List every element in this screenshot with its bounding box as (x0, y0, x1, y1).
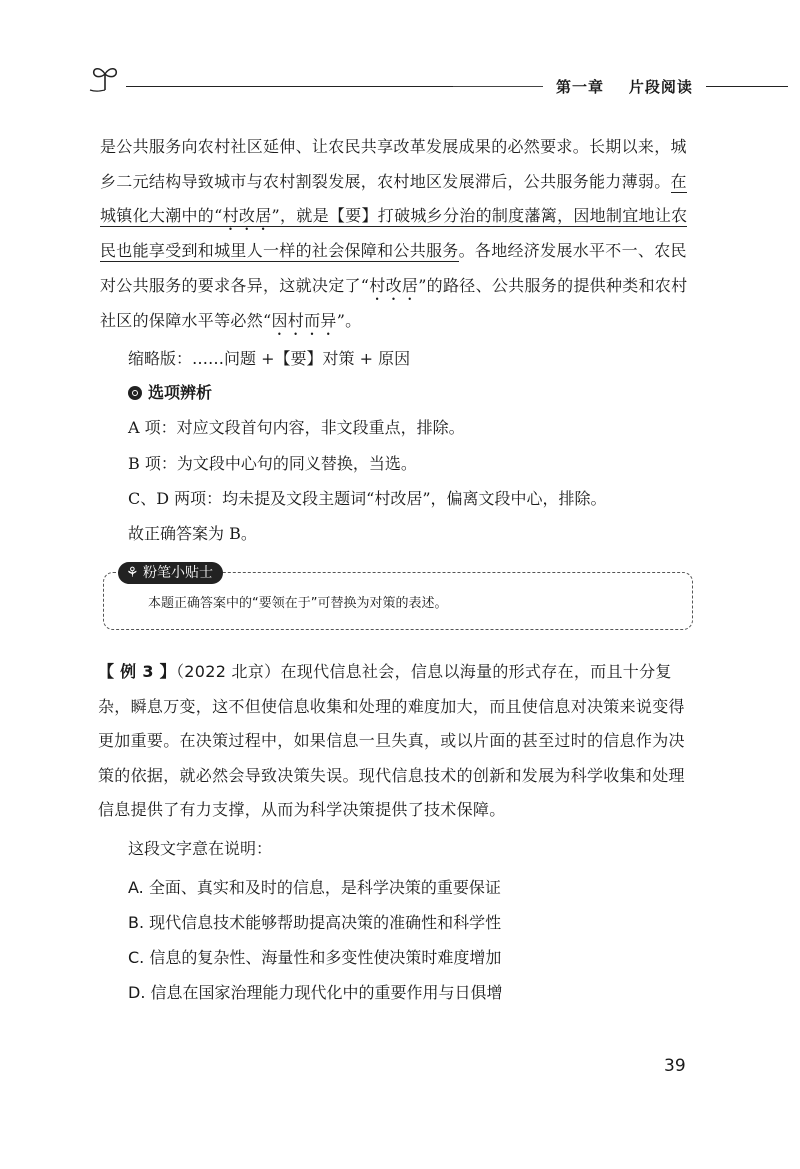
chapter-number: 第一章 (556, 78, 605, 96)
option-c[interactable]: C. 信息的复杂性、海量性和多变性使决策时难度增加 (128, 948, 502, 967)
tip-text: 本题正确答案中的“要领在于”可替换为对策的表述。 (148, 596, 448, 611)
option-b[interactable]: B. 现代信息技术能够帮助提高决策的准确性和科学性 (128, 913, 502, 932)
option-d[interactable]: D. 信息在国家治理能力现代化中的重要作用与日俱增 (128, 983, 503, 1002)
question-stem: 这段文字意在说明： (128, 839, 273, 858)
chapter-title (556, 76, 693, 97)
analysis-option-b: B 项：为文段中心句的同义替换，当选。 (128, 454, 417, 473)
header-rule-right (706, 86, 788, 87)
analysis-option-cd: C、D 两项：均未提及文段主题词“村改居”，偏离文段中心，排除。 (128, 489, 607, 508)
tip-label: ⚘ 粉笔小贴士 (118, 562, 223, 584)
chapter-section: 片段阅读 (628, 78, 693, 96)
page-header (88, 60, 788, 100)
sprout-small-icon: ⚘ (126, 565, 139, 581)
header-rule-middle (453, 86, 543, 87)
option-a[interactable]: A. 全面、真实和及时的信息，是科学决策的重要保证 (128, 878, 501, 897)
example-tag: 【 例 3 】 (98, 662, 176, 681)
header-rule-left (126, 86, 506, 87)
summary-line: 缩略版：……问题 +【要】对策 + 原因 (128, 349, 411, 368)
page-number: 39 (664, 1056, 686, 1076)
passage-text: 是公共服务向农村社区延伸、让农民共享改革发展成果的必然要求。长期以来，城乡二元结构导致城市与农村割裂发展，农村地区发展滞后，公共服务能力薄弱。在城镇化大潮中的“村改居”，就是【要】打破城乡分治的制度藩篱，因地制宜地让农民也能享受到和城里人一样的社会保障和公共服务。各地经济发展水平不一、农民对公共服务的要求各异，这就决定了“村改居”的路径、公共服务的提供种类和农村社区的保障水平等必然“因村而异”。 (100, 137, 688, 330)
passage-underline: 在城镇化大潮中的“村改居”，就是【要】打破城乡分治的制度藩篱，因地制宜地让农民也能享受到和城里人一样的社会保障和公共服务 (100, 171, 688, 260)
example-source: （2022 北京） (175, 662, 281, 681)
answer-line: 故正确答案为 B。 (128, 524, 257, 543)
analysis-heading: 选项辨析 (128, 376, 708, 410)
analysis-icon (128, 386, 142, 400)
example-3-text (98, 655, 700, 828)
analysis-option-a: A 项：对应文段首句内容，非文段重点，排除。 (128, 418, 465, 437)
example-body: 在现代信息社会，信息以海量的形式存在，而且十分复杂，瞬息万变，这不但使信息收集和处理的难度加大，而且使信息对决策来说变得更加重要。在决策过程中，如果信息一旦失真，或以片面的甚至过时的信息作为决策的依据，就必然会导致决策失误。现代信息技术的创新和发展为科学收集和处理信息提供了有力支撑，从而为科学决策提供了技术保障。 (98, 662, 685, 819)
sprout-icon (88, 60, 122, 94)
